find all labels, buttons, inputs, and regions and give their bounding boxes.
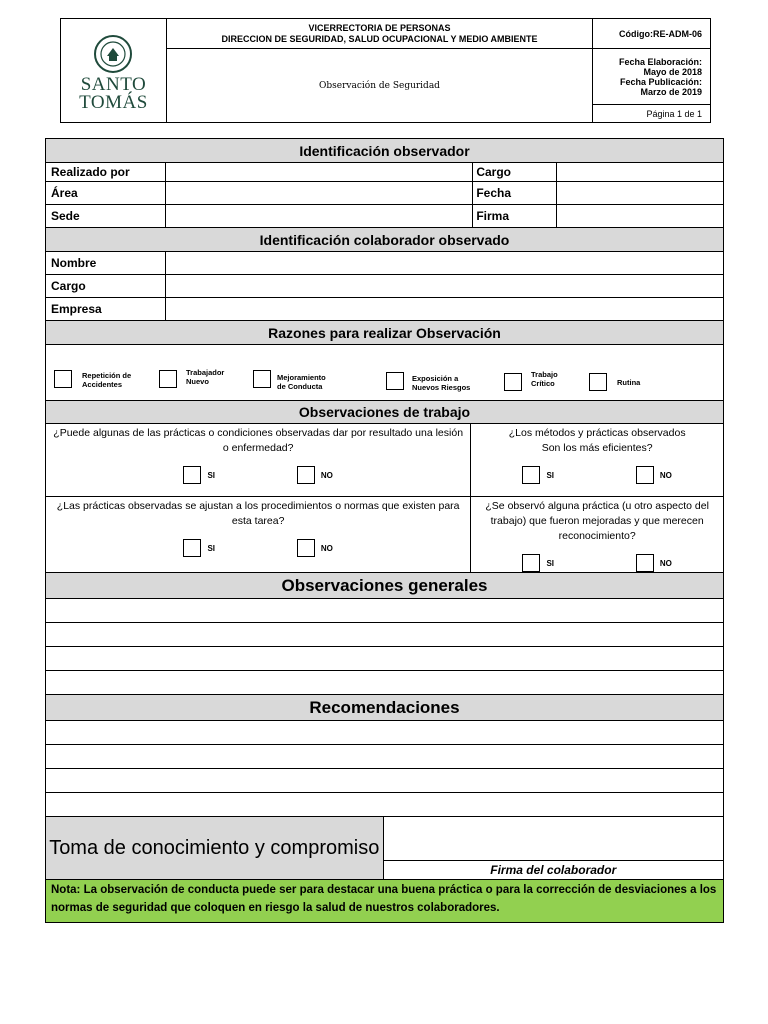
- area-field[interactable]: [165, 182, 472, 205]
- recomendaciones-line-4[interactable]: [46, 793, 724, 817]
- q2-no-checkbox[interactable]: [636, 466, 654, 484]
- q4-si-checkbox[interactable]: [522, 554, 540, 572]
- cargo-observador-field[interactable]: [557, 163, 724, 182]
- document-header: [60, 18, 711, 123]
- recomendaciones-line-2[interactable]: [46, 745, 724, 769]
- department: [166, 19, 592, 49]
- sede-label: Sede: [46, 205, 166, 228]
- q2-si-label: SI: [546, 470, 555, 480]
- realizado-por-field[interactable]: [165, 163, 472, 182]
- compromiso-title: Toma de conocimiento y compromiso: [46, 817, 384, 880]
- q2-si-checkbox[interactable]: [522, 466, 540, 484]
- question-2-line2: Son los más eficientes?: [541, 442, 653, 454]
- checkbox-exposicion[interactable]: [386, 372, 404, 390]
- section-trabajo-title: Observaciones de trabajo: [46, 401, 724, 424]
- reason-rutina: Rutina: [617, 378, 641, 387]
- section-generales-title: Observaciones generales: [46, 573, 724, 599]
- reason-exposicion: [412, 374, 470, 392]
- q4-si-label: SI: [546, 558, 555, 568]
- generales-line-1[interactable]: [46, 599, 724, 623]
- firma-colaborador-field[interactable]: [383, 817, 723, 861]
- dates: [593, 49, 711, 105]
- reason-trabajo-l2: Crítico: [531, 379, 555, 388]
- q3-no-label: NO: [320, 543, 333, 553]
- checkbox-trabajo-critico[interactable]: [504, 373, 522, 391]
- question-4: [471, 497, 724, 573]
- firma-label: Firma: [473, 205, 557, 228]
- reason-mejoramiento-l1: Mejoramiento: [277, 373, 326, 382]
- logo-text-line2: TOMÁS: [79, 91, 148, 113]
- fecha-elab-value: Mayo de 2018: [643, 66, 702, 77]
- firma-colaborador-label: Firma del colaborador: [383, 861, 723, 880]
- question-4-text: ¿Se observó alguna práctica (u otro aspecto del trabajo) que fueron mejoradas y que merecen reconocimiento?: [485, 500, 709, 542]
- checkbox-trabajador-nuevo[interactable]: [159, 370, 177, 388]
- observation-form: [45, 138, 724, 923]
- question-1-text: ¿Puede algunas de las prácticas o condiciones observadas dar por resultado una lesión o enfermedad?: [53, 427, 464, 454]
- reason-trabajador-l1: Trabajador: [186, 368, 225, 377]
- fecha-pub-label: Fecha Publicación:: [619, 76, 702, 87]
- q2-no-label: NO: [659, 470, 672, 480]
- q1-no-checkbox[interactable]: [297, 466, 315, 484]
- question-3: [46, 497, 471, 573]
- reason-trabajador-nuevo: [186, 368, 224, 386]
- dept-line2: DIRECCION DE SEGURIDAD, SALUD OCUPACIONAL Y MEDIO AMBIENTE: [221, 33, 538, 44]
- reason-repeticion-l2: Accidentes: [82, 380, 123, 389]
- recomendaciones-line-1[interactable]: [46, 721, 724, 745]
- dept-line1: VICERRECTORIA DE PERSONAS: [308, 22, 451, 33]
- q3-si-label: SI: [207, 543, 216, 553]
- reason-repeticion-l1: Repetición de: [82, 371, 132, 380]
- sede-field[interactable]: [165, 205, 472, 228]
- section-razones-title: Razones para realizar Observación: [46, 321, 724, 345]
- fecha-field[interactable]: [557, 182, 724, 205]
- q1-no-label: NO: [320, 470, 333, 480]
- fecha-label: Fecha: [473, 182, 557, 205]
- nombre-field[interactable]: [165, 252, 723, 275]
- recomendaciones-line-3[interactable]: [46, 769, 724, 793]
- section-recomendaciones-title: Recomendaciones: [46, 695, 724, 721]
- checkbox-mejoramiento[interactable]: [253, 370, 271, 388]
- doc-code: Código:RE-ADM-06: [593, 19, 711, 49]
- question-1: [46, 424, 471, 497]
- empresa-field[interactable]: [165, 298, 723, 321]
- generales-line-2[interactable]: [46, 623, 724, 647]
- reason-exposicion-l1: Exposición a: [412, 374, 459, 383]
- q4-no-checkbox[interactable]: [636, 554, 654, 572]
- empresa-label: Empresa: [46, 298, 166, 321]
- q3-no-checkbox[interactable]: [297, 539, 315, 557]
- reason-trabajo-critico: [531, 370, 558, 388]
- page-number: Página 1 de 1: [593, 105, 711, 123]
- area-label: Área: [46, 182, 166, 205]
- reason-trabajador-l2: Nuevo: [186, 377, 209, 386]
- reason-mejoramiento: [277, 373, 326, 391]
- seal-icon: [93, 34, 133, 74]
- q3-si-checkbox[interactable]: [183, 539, 201, 557]
- question-3-text: ¿Las prácticas observadas se ajustan a los procedimientos o normas que existen para esta tarea?: [56, 500, 460, 527]
- cargo-colaborador-field[interactable]: [165, 275, 723, 298]
- q4-no-label: NO: [659, 558, 672, 568]
- nombre-label: Nombre: [46, 252, 166, 275]
- q1-si-checkbox[interactable]: [183, 466, 201, 484]
- logo: [61, 19, 167, 123]
- cargo-observador-label: Cargo: [473, 163, 557, 182]
- razones-options: [46, 345, 724, 401]
- fecha-elab-label: Fecha Elaboración:: [618, 56, 702, 67]
- checkbox-rutina[interactable]: [589, 373, 607, 391]
- firma-field[interactable]: [557, 205, 724, 228]
- generales-line-4[interactable]: [46, 671, 724, 695]
- reason-exposicion-l2: Nuevos Riesgos: [412, 383, 471, 392]
- logo-text-line1: SANTO: [80, 73, 147, 95]
- reason-trabajo-l1: Trabajo: [531, 370, 558, 379]
- checkbox-repeticion[interactable]: [54, 370, 72, 388]
- q1-si-label: SI: [207, 470, 216, 480]
- section-observador-title: Identificación observador: [46, 139, 724, 163]
- question-2: [471, 424, 724, 497]
- question-2-line1: ¿Los métodos y prácticas observados: [508, 427, 686, 439]
- cargo-colaborador-label: Cargo: [46, 275, 166, 298]
- nota-text: Nota: La observación de conducta puede ser para destacar una buena práctica o para la corrección de desviaciones a los normas de seguridad que coloquen en riesgo la salud de nuestros colaboradores.: [46, 880, 724, 923]
- fecha-pub-value: Marzo de 2019: [640, 86, 702, 97]
- reason-mejoramiento-l2: de Conducta: [277, 382, 323, 391]
- doc-title: Observación de Seguridad: [166, 49, 592, 123]
- realizado-por-label: Realizado por: [46, 163, 166, 182]
- generales-line-3[interactable]: [46, 647, 724, 671]
- reason-repeticion: [82, 371, 131, 389]
- section-colaborador-title: Identificación colaborador observado: [46, 228, 724, 252]
